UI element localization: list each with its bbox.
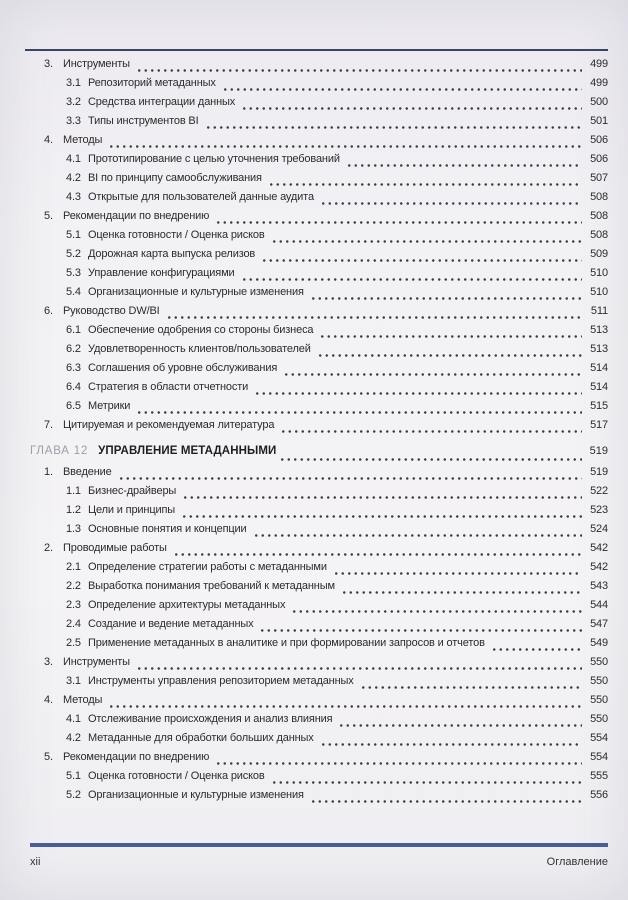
toc-entry: [30, 77, 608, 96]
toc-entry: [30, 466, 608, 485]
toc-entry-page: 515: [590, 400, 608, 412]
toc-entry: [30, 286, 608, 305]
toc-entry: [30, 362, 608, 381]
toc-entry: [30, 694, 608, 713]
dotted-leader: [181, 485, 582, 504]
toc-entry-page: 513: [590, 343, 608, 355]
dotted-leader: [319, 732, 582, 751]
toc-entry-number: 6.: [44, 305, 53, 317]
toc-entry: [30, 618, 608, 637]
toc-entry-number: 2.3: [66, 599, 81, 611]
dotted-leader: [214, 210, 582, 229]
toc-entry-page: 556: [590, 789, 608, 801]
dotted-leader: [165, 305, 582, 324]
toc-entry-label: Организационные и культурные изменения: [88, 789, 304, 801]
toc-entry-number: 2.1: [66, 561, 81, 573]
toc-entry-number: 7.: [44, 419, 53, 431]
toc-entry: [30, 523, 608, 542]
toc-entry-page: 508: [590, 210, 608, 222]
toc-entry-number: 1.: [44, 466, 53, 478]
toc-entry-page: 549: [590, 637, 608, 649]
running-title: Оглавление: [546, 856, 608, 868]
toc-entry: [30, 267, 608, 286]
toc-entry-label: Инструменты: [63, 58, 130, 70]
dotted-leader: [340, 580, 582, 599]
dotted-leader: [279, 419, 582, 438]
toc-entry-number: 3.1: [66, 675, 81, 687]
dotted-leader: [270, 770, 582, 789]
dotted-leader: [214, 751, 582, 770]
toc-entry: [30, 637, 608, 656]
toc-entry-number: 6.5: [66, 400, 81, 412]
toc-entry-page: 522: [590, 485, 608, 497]
toc-entry-number: 6.4: [66, 381, 81, 393]
toc-entry-page: 514: [590, 381, 608, 393]
toc-entry-label: Средства интеграции данных: [88, 96, 236, 108]
toc-entry: [30, 210, 608, 229]
toc-entry-number: 1.3: [66, 523, 81, 535]
chapter-page-number: 519: [589, 445, 608, 457]
dotted-leader: [107, 134, 582, 153]
toc-entry-page: 519: [590, 466, 608, 478]
dotted-leader: [117, 466, 582, 485]
toc-entry-page: 511: [590, 305, 608, 317]
dotted-leader: [221, 77, 582, 96]
toc-entry-label: Оценка готовности / Оценка рисков: [88, 229, 265, 241]
toc-entry-page: 499: [590, 58, 608, 70]
toc-entry-number: 4.: [44, 694, 53, 706]
toc-entry-number: 4.2: [66, 172, 81, 184]
dotted-leader: [318, 324, 582, 343]
toc-entry: [30, 115, 608, 134]
toc-entry-page: 542: [590, 542, 608, 554]
toc-entry: [30, 504, 608, 523]
toc-entry-number: 4.1: [66, 153, 81, 165]
toc-entry-label: Применение метаданных в аналитике и при формировании запросов и отчетов: [88, 637, 485, 649]
toc-entry-label: Отслеживание происхождения и анализ влияния: [88, 713, 333, 725]
toc-entry: [30, 191, 608, 210]
dotted-leader: [253, 381, 582, 400]
dotted-leader: [180, 504, 582, 523]
toc-entry-page: 517: [590, 419, 608, 431]
toc-entry-label: Создание и ведение метаданных: [88, 618, 254, 630]
toc-entry: [30, 58, 608, 77]
toc-entry-label: Метаданные для обработки больших данных: [88, 732, 314, 744]
dotted-leader: [107, 694, 582, 713]
toc-entry-page: 555: [590, 770, 608, 782]
toc-entry-label: Удовлетворенность клиентов/пользователей: [88, 343, 311, 355]
toc-entry: [30, 248, 608, 267]
toc-entry-label: Оценка готовности / Оценка рисков: [88, 770, 265, 782]
toc-entry-number: 5.3: [66, 267, 81, 279]
toc-entry-page: 510: [590, 267, 608, 279]
toc-entry: [30, 134, 608, 153]
dotted-leader: [332, 561, 582, 580]
toc-entry-page: 513: [590, 324, 608, 336]
toc-entry: [30, 343, 608, 362]
toc-entry-label: Определение архитектуры метаданных: [88, 599, 286, 611]
dotted-leader: [270, 229, 582, 248]
toc-entry-page: 506: [590, 134, 608, 146]
toc-entry-label: Дорожная карта выпуска релизов: [88, 248, 256, 260]
toc-entry-number: 3.2: [66, 96, 81, 108]
dotted-leader: [290, 599, 582, 618]
dotted-leader: [172, 542, 582, 561]
toc-entry-number: 4.3: [66, 191, 81, 203]
toc-entry-label: Метрики: [88, 400, 131, 412]
toc-entry-page: 500: [590, 96, 608, 108]
toc-entry-number: 4.: [44, 134, 53, 146]
toc-entry-number: 6.3: [66, 362, 81, 374]
toc-entry-label: Рекомендации по внедрению: [63, 210, 210, 222]
toc-entry: [30, 542, 608, 561]
toc-entry: [30, 770, 608, 789]
toc-entry-number: 6.2: [66, 343, 81, 355]
chapter-title: УПРАВЛЕНИЕ МЕТАДАННЫМИ: [98, 445, 277, 457]
toc-entry-number: 3.: [44, 656, 53, 668]
toc-entry-page: 550: [590, 656, 608, 668]
toc-entry-label: Соглашения об уровне обслуживания: [88, 362, 278, 374]
toc-entry: [30, 172, 608, 191]
dotted-leader: [258, 618, 582, 637]
toc-entry-label: Обеспечение одобрения со стороны бизнеса: [88, 324, 314, 336]
toc-entry-number: 5.4: [66, 286, 81, 298]
toc-entry-page: 544: [590, 599, 608, 611]
toc-entry-number: 5.: [44, 210, 53, 222]
dotted-leader: [260, 248, 582, 267]
dotted-leader: [309, 286, 582, 305]
toc-continued-list: [30, 58, 608, 438]
toc-entry: [30, 713, 608, 732]
toc-entry-page: 507: [590, 172, 608, 184]
dotted-leader: [309, 789, 582, 808]
toc-entry-label: Открытые для пользователей данные аудита: [88, 191, 314, 203]
dotted-leader: [278, 445, 582, 466]
toc-entry: [30, 324, 608, 343]
toc-entry-number: 6.1: [66, 324, 81, 336]
toc-entry-page: 554: [590, 751, 608, 763]
toc-entry-number: 3.3: [66, 115, 81, 127]
toc-entry: [30, 400, 608, 419]
toc-entry-label: Введение: [63, 466, 112, 478]
dotted-leader: [319, 191, 582, 210]
toc-entry: [30, 751, 608, 770]
toc-entry-number: 2.4: [66, 618, 81, 630]
toc-entry-page: 523: [590, 504, 608, 516]
toc-entry-page: 501: [590, 115, 608, 127]
toc-entry-page: 509: [590, 248, 608, 260]
toc-entry-label: Основные понятия и концепции: [88, 523, 247, 535]
folio-page-number: xii: [30, 856, 41, 868]
toc-entry: [30, 381, 608, 400]
footer-rule: [30, 843, 608, 847]
header-rule: [25, 49, 608, 51]
toc-entry-label: Организационные и культурные изменения: [88, 286, 304, 298]
toc-entry-page: 508: [590, 229, 608, 241]
toc-entry-label: Методы: [63, 134, 103, 146]
toc-entry: [30, 599, 608, 618]
dotted-leader: [240, 96, 582, 115]
toc-entry: [30, 675, 608, 694]
toc-entry-number: 2.2: [66, 580, 81, 592]
dotted-leader: [345, 153, 582, 172]
toc-entry-label: Цитируемая и рекомендуемая литература: [63, 419, 275, 431]
toc-entry-page: 550: [590, 694, 608, 706]
toc-entry-page: 550: [590, 675, 608, 687]
toc-entry-number: 4.2: [66, 732, 81, 744]
toc-entry: [30, 153, 608, 172]
toc-entry-label: Выработка понимания требований к метаданным: [88, 580, 335, 592]
page-footer: [30, 856, 608, 868]
toc-entry-label: Инструменты управления репозиторием метаданных: [88, 675, 354, 687]
toc-entry-label: Методы: [63, 694, 103, 706]
toc-entry-page: 524: [590, 523, 608, 535]
toc-entry: [30, 561, 608, 580]
toc-entry: [30, 656, 608, 675]
toc-entry-label: Цели и принципы: [88, 504, 176, 516]
toc-entry-label: Репозиторий метаданных: [88, 77, 216, 89]
chapter-kicker: ГЛАВА 12: [30, 445, 89, 457]
toc-entry-number: 5.1: [66, 229, 81, 241]
dotted-leader: [267, 172, 582, 191]
toc-entry-label: Рекомендации по внедрению: [63, 751, 210, 763]
toc-entry: [30, 789, 608, 808]
toc-entry-number: 3.: [44, 58, 53, 70]
toc-entry-label: Инструменты: [63, 656, 130, 668]
toc-entry-number: 2.5: [66, 637, 81, 649]
toc-entry-page: 506: [590, 153, 608, 165]
toc-entry-label: Типы инструментов BI: [88, 115, 199, 127]
toc-entry-label: Проводимые работы: [63, 542, 167, 554]
dotted-leader: [490, 637, 582, 656]
toc-entry-page: 514: [590, 362, 608, 374]
toc-entry-page: 543: [590, 580, 608, 592]
toc-entry-page: 508: [590, 191, 608, 203]
toc-entry-label: Управление конфигурациями: [88, 267, 235, 279]
toc-chapter-list: [30, 466, 608, 808]
toc-entry-label: Бизнес-драйверы: [88, 485, 177, 497]
toc-entry-number: 3.1: [66, 77, 81, 89]
table-of-contents: [30, 58, 608, 808]
dotted-leader: [316, 343, 582, 362]
toc-entry-number: 1.2: [66, 504, 81, 516]
dotted-leader: [252, 523, 582, 542]
toc-entry-number: 5.2: [66, 789, 81, 801]
toc-entry-label: Прототипирование с целью уточнения требований: [88, 153, 340, 165]
toc-entry-number: 1.1: [66, 485, 81, 497]
dotted-leader: [135, 656, 582, 675]
toc-entry: [30, 305, 608, 324]
toc-entry-number: 5.: [44, 751, 53, 763]
toc-entry-page: 550: [590, 713, 608, 725]
dotted-leader: [359, 675, 582, 694]
toc-entry: [30, 732, 608, 751]
toc-entry: [30, 580, 608, 599]
dotted-leader: [337, 713, 582, 732]
toc-entry-number: 4.1: [66, 713, 81, 725]
toc-entry-label: Определение стратегии работы с метаданными: [88, 561, 327, 573]
dotted-leader: [204, 115, 582, 134]
toc-entry-number: 5.2: [66, 248, 81, 260]
toc-entry: [30, 419, 608, 438]
dotted-leader: [135, 58, 582, 77]
chapter-heading: [30, 445, 608, 466]
dotted-leader: [282, 362, 582, 381]
dotted-leader: [135, 400, 582, 419]
toc-entry-page: 554: [590, 732, 608, 744]
toc-entry-number: 5.1: [66, 770, 81, 782]
toc-entry-number: 2.: [44, 542, 53, 554]
toc-entry-page: 542: [590, 561, 608, 573]
dotted-leader: [240, 267, 582, 286]
toc-entry-label: Руководство DW/BI: [63, 305, 160, 317]
toc-entry-page: 547: [590, 618, 608, 630]
toc-entry: [30, 229, 608, 248]
toc-entry: [30, 96, 608, 115]
toc-entry: [30, 485, 608, 504]
toc-entry-label: BI по принципу самообслуживания: [88, 172, 262, 184]
toc-entry-page: 499: [590, 77, 608, 89]
toc-entry-label: Стратегия в области отчетности: [88, 381, 249, 393]
toc-entry-page: 510: [590, 286, 608, 298]
